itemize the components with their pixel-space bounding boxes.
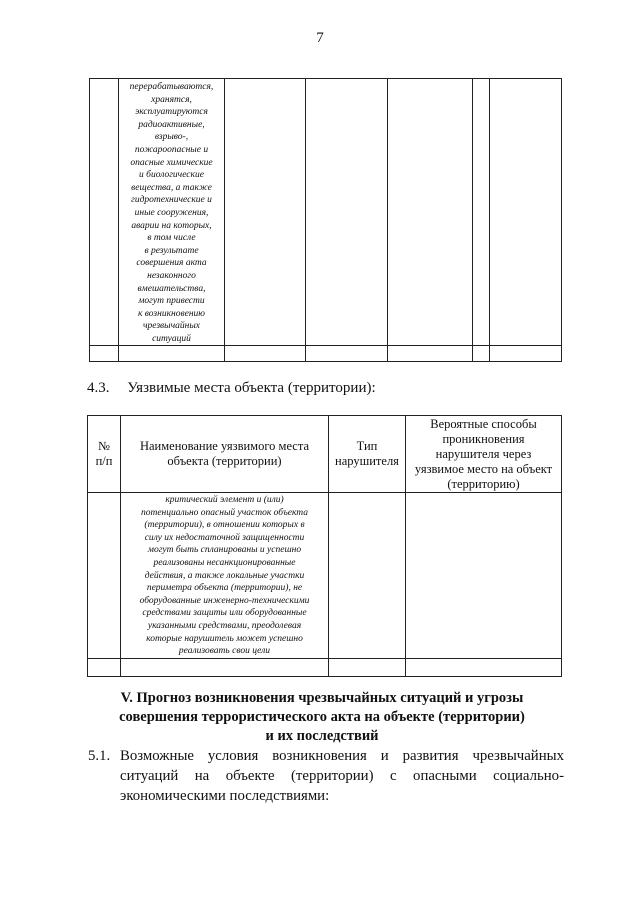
section-v-heading xyxy=(80,689,564,746)
t2-empty-cell xyxy=(121,658,329,676)
description-line: гидротехнические и xyxy=(131,195,212,206)
section-5-1-line: ситуаций на объекте (территории) с опасными социально- xyxy=(120,768,564,784)
description-line: опасные химические xyxy=(130,157,213,168)
description-line: периметра объекта (территории), не xyxy=(146,583,303,594)
t2-empty-cell xyxy=(88,658,121,676)
description-line: могут привести xyxy=(138,296,205,307)
section-5-1-number: 5.1. xyxy=(88,748,111,764)
description-line: перерабатываются, xyxy=(129,82,214,92)
section-4-3 xyxy=(87,380,376,397)
t2-cell-description xyxy=(121,493,329,659)
description-line: эксплуатируются xyxy=(135,107,208,118)
description-line: в результате xyxy=(144,245,199,256)
description-line: вмешательства, xyxy=(137,283,206,294)
header-violator-type: Тип нарушителя xyxy=(329,416,406,493)
description-line: незаконного xyxy=(147,270,196,281)
description-line: иные сооружения, xyxy=(134,207,209,218)
description-line: хранятся, xyxy=(151,94,192,105)
header-penetration-methods: Вероятные способы проникновения нарушителя через уязвимое место на объект (территорию) xyxy=(406,416,562,493)
description-line: действия, а также локальные участки xyxy=(144,570,305,581)
description-line: взрыво-, xyxy=(154,132,189,143)
description-line: (территории), в отношении которых в xyxy=(144,520,305,531)
description-line: реализованы несанкционированные xyxy=(153,557,296,568)
t1-cell-3 xyxy=(225,79,306,346)
header-number: № п/п xyxy=(88,416,121,493)
description-line: силу их недостаточной защищенности xyxy=(144,532,305,543)
description-line: и биологические xyxy=(139,170,204,181)
description-line: средствами защиты или оборудованные xyxy=(142,608,307,619)
description-line: реализовать свои цели xyxy=(178,646,271,657)
section-5-1-line: экономическими последствиями: xyxy=(120,788,330,804)
continuation-table xyxy=(89,78,562,362)
section-4-3-title: Уязвимые места объекта (территории): xyxy=(127,380,376,396)
t2-empty-cell xyxy=(329,658,406,676)
t2-cell-type xyxy=(329,493,406,659)
t1-empty-cell xyxy=(119,346,225,362)
description-line: к возникновению xyxy=(137,308,206,319)
description-line: могут быть спланированы и успешно xyxy=(147,545,302,556)
t2-cell-methods xyxy=(406,493,562,659)
section-v-line: V. Прогноз возникновения чрезвычайных ситуаций и угрозы xyxy=(120,690,524,706)
description-line: оборудованные инженерно-техническими xyxy=(139,595,310,606)
description-line: вещества, а также xyxy=(131,182,212,193)
t1-cell-description xyxy=(119,79,225,346)
description-line: ситуаций xyxy=(152,333,191,344)
t1-cell-6 xyxy=(473,79,490,346)
description-line: пожароопасные и xyxy=(134,144,209,155)
description-line: радиоактивные, xyxy=(138,119,205,130)
header-place-name: Наименование уязвимого места объекта (территории) xyxy=(121,416,329,493)
t1-empty-cell xyxy=(225,346,306,362)
description-line: которые нарушитель может успешно xyxy=(146,633,303,644)
t2-description-text xyxy=(121,493,328,658)
vulnerable-places-table xyxy=(87,415,562,677)
t2-empty-cell xyxy=(406,658,562,676)
t1-empty-cell xyxy=(306,346,388,362)
t1-cell-number xyxy=(90,79,119,346)
description-line: потенциально опасный участок объекта xyxy=(140,507,309,518)
section-5-1 xyxy=(88,746,564,806)
section-4-3-number: 4.3. xyxy=(87,380,110,396)
description-line: в том числе xyxy=(147,233,196,244)
section-v-line: и их последствий xyxy=(265,728,379,744)
t1-empty-cell xyxy=(388,346,473,362)
t2-cell-number xyxy=(88,493,121,659)
section-v-line: совершения террористического акта на объекте (территории) xyxy=(119,709,525,725)
t1-cell-7 xyxy=(490,79,562,346)
t1-description-text xyxy=(119,79,224,345)
t1-cell-5 xyxy=(388,79,473,346)
t1-empty-cell xyxy=(473,346,490,362)
t1-empty-cell xyxy=(490,346,562,362)
page-number: 7 xyxy=(316,30,324,46)
description-line: указанными средствами, преодолевая xyxy=(147,620,302,631)
t1-cell-4 xyxy=(306,79,388,346)
description-line: чрезвычайных xyxy=(142,321,201,332)
description-line: критический элемент и (или) xyxy=(165,495,284,505)
t1-empty-cell xyxy=(90,346,119,362)
description-line: аварии на которых, xyxy=(131,220,212,231)
description-line: совершения акта xyxy=(136,258,207,269)
section-5-1-line: Возможные условия возникновения и развития чрезвычайных xyxy=(120,748,564,764)
